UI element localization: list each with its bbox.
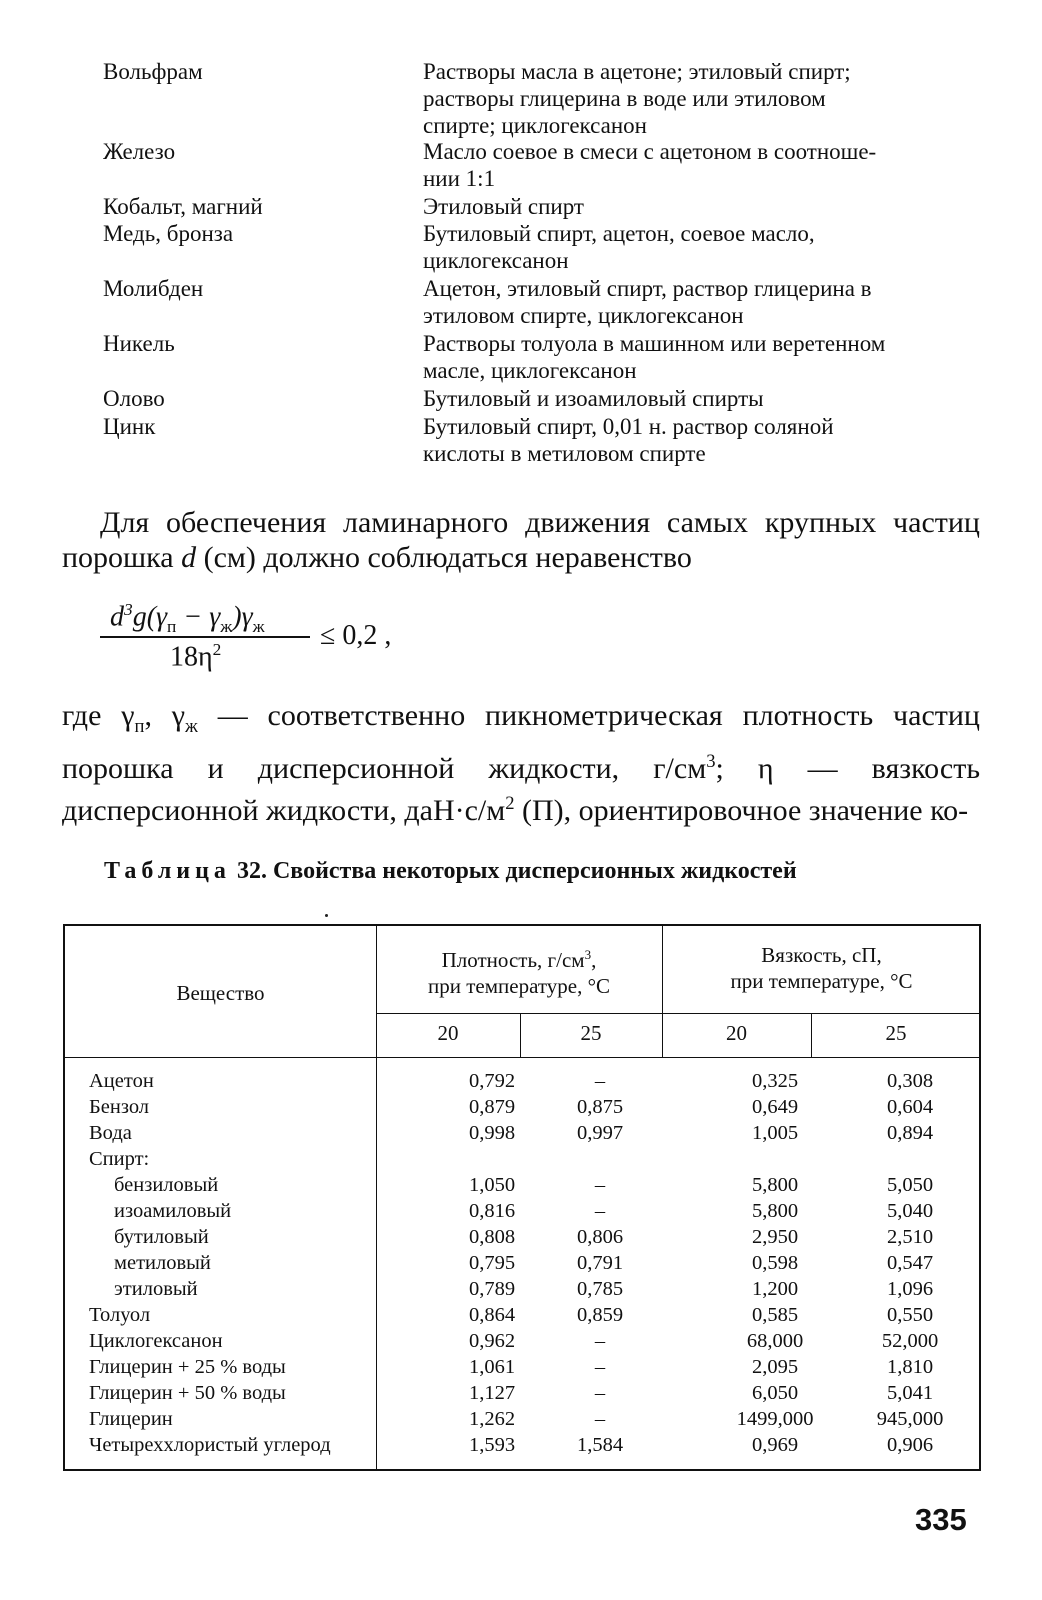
- properties-table: [63, 924, 981, 1471]
- metal-name: Железо: [103, 139, 176, 164]
- metal-name: Олово: [103, 386, 165, 411]
- viscosity-20-value: 0,325: [751, 1070, 799, 1092]
- density-20-value: 1,262: [468, 1408, 516, 1430]
- density-25-value: 0,859: [576, 1304, 624, 1326]
- metal-name: Никель: [103, 331, 175, 356]
- viscosity-20-value: 1,005: [751, 1122, 799, 1144]
- solvent-line: Растворы масла в ацетоне; этиловый спирт;: [423, 59, 851, 84]
- substance-name: Бензол: [89, 1096, 150, 1118]
- table-divider-hidden: [662, 1058, 663, 1471]
- viscosity-20-value: 5,800: [751, 1174, 799, 1196]
- header-substance: Вещество: [176, 981, 265, 1005]
- metal-name: Цинк: [103, 414, 156, 439]
- viscosity-20-value: 1,200: [751, 1278, 799, 1300]
- viscosity-25-value: 2,510: [886, 1226, 934, 1248]
- density-25-value: 0,785: [576, 1278, 624, 1300]
- solvent-line: спирте; циклогексанон: [423, 113, 647, 138]
- paragraph-definitions: где $\gamma_п$, $\gamma_ж$ — соответственно пикнометрическая плотность частиц порошка и дисперсионной жидкости, $г/см^3$; η — вязкость дисперсионной жидкости, $даН\cdot с/м^2$ (П), ориентировочное значение ко-: [62, 699, 981, 827]
- viscosity-20-value: 5,800: [751, 1200, 799, 1222]
- density-25-value: 0,806: [576, 1226, 624, 1248]
- table-caption: [104, 858, 797, 885]
- density-25-value: 1,584: [576, 1434, 624, 1456]
- viscosity-25-value: 1,096: [886, 1278, 934, 1300]
- header-density-25: 25: [580, 1021, 602, 1045]
- density-20-value: 0,808: [468, 1226, 516, 1248]
- density-20-value: 0,816: [468, 1200, 516, 1222]
- viscosity-25-value: 0,906: [886, 1434, 934, 1456]
- substance-name: Циклогексанон: [89, 1330, 223, 1352]
- caption-label: Таблица: [104, 858, 231, 884]
- solvent-line: Ацетон, этиловый спирт, раствор глицерина в: [423, 276, 872, 301]
- solvent-line: Этиловый спирт: [423, 194, 584, 219]
- density-20-value: 1,061: [468, 1356, 516, 1378]
- header-viscosity: Вязкость, сП, при температуре, °С: [730, 943, 913, 993]
- formula-denominator: $18\eta^2$: [170, 640, 222, 673]
- viscosity-20-value: 0,649: [751, 1096, 799, 1118]
- solvent-line: растворы глицерина в воде или этиловом: [423, 86, 826, 111]
- density-25-value: –: [594, 1356, 606, 1378]
- viscosity-25-value: 1,810: [886, 1356, 934, 1378]
- density-25-value: –: [594, 1174, 606, 1196]
- substance-name: Толуол: [89, 1304, 151, 1326]
- viscosity-25-value: 5,040: [886, 1200, 934, 1222]
- caption-text: 32. Свойства некоторых дисперсионных жидкостей: [230, 858, 797, 884]
- viscosity-20-value: 2,095: [751, 1356, 799, 1378]
- table-divider: [376, 926, 377, 1471]
- density-25-value: 0,875: [576, 1096, 624, 1118]
- solvent-line: Масло соевое в смеси с ацетоном в соотноше-: [423, 139, 877, 164]
- density-25-value: –: [594, 1408, 606, 1430]
- density-20-value: 1,127: [468, 1382, 516, 1404]
- substance-name: изоамиловый: [114, 1200, 232, 1222]
- density-20-value: 0,864: [468, 1304, 516, 1326]
- formula-relation: ≤ 0,2 ,: [320, 620, 392, 651]
- solvent-line: этиловом спирте, циклогексанон: [423, 303, 744, 328]
- viscosity-20-value: 68,000: [746, 1330, 804, 1352]
- header-viscosity-20: 20: [726, 1021, 747, 1045]
- viscosity-25-value: 0,894: [886, 1122, 934, 1144]
- variable-d: d: [181, 541, 197, 574]
- paragraph-laminar-condition: [62, 505, 980, 575]
- solvent-line: масле, циклогексанон: [423, 358, 637, 383]
- density-20-value: 1,050: [468, 1174, 516, 1196]
- page-number: 335: [915, 1502, 967, 1537]
- substance-name: метиловый: [114, 1252, 211, 1274]
- viscosity-25-value: 5,041: [886, 1382, 934, 1404]
- viscosity-20-value: 6,050: [751, 1382, 799, 1404]
- table-header-rule: [65, 1057, 981, 1058]
- solvent-line: Бутиловый и изоамиловый спирты: [423, 386, 764, 411]
- substance-name: Четыреххлористый углерод: [89, 1434, 331, 1456]
- substance-name: Глицерин + 50 % воды: [89, 1382, 286, 1404]
- viscosity-25-value: 0,550: [886, 1304, 934, 1326]
- substance-name: этиловый: [114, 1278, 198, 1300]
- viscosity-25-value: 5,050: [886, 1174, 934, 1196]
- solvent-line: циклогексанон: [423, 248, 569, 273]
- density-25-value: –: [594, 1200, 606, 1222]
- solvent-line: Бутиловый спирт, ацетон, соевое масло,: [423, 221, 815, 246]
- viscosity-25-value: 945,000: [876, 1408, 944, 1430]
- density-20-value: 1,593: [468, 1434, 516, 1456]
- viscosity-20-value: 0,585: [751, 1304, 799, 1326]
- metal-name: Кобальт, магний: [103, 194, 263, 219]
- density-25-value: –: [594, 1382, 606, 1404]
- viscosity-20-value: 0,598: [751, 1252, 799, 1274]
- density-25-value: –: [594, 1070, 606, 1092]
- density-20-value: 0,879: [468, 1096, 516, 1118]
- substance-name: бутиловый: [114, 1226, 209, 1248]
- header-density: Плотность, $г/см^3$, при температуре, °С: [428, 947, 610, 998]
- substance-name: Спирт:: [89, 1148, 150, 1170]
- density-20-value: 0,789: [468, 1278, 516, 1300]
- metal-name: Молибден: [103, 276, 204, 301]
- viscosity-25-value: 52,000: [881, 1330, 939, 1352]
- paragraph-text: Для обеспечения ламинарного движения самых крупных частиц порошка: [62, 506, 980, 574]
- density-20-value: 0,795: [468, 1252, 516, 1274]
- density-25-value: 0,997: [576, 1122, 624, 1144]
- viscosity-20-value: 1499,000: [736, 1408, 814, 1430]
- header-density-20: 20: [437, 1021, 459, 1045]
- solvent-line: Бутиловый спирт, 0,01 н. раствор соляной: [423, 414, 834, 439]
- header-viscosity-25: 25: [885, 1021, 907, 1045]
- print-speck: [325, 914, 328, 917]
- metal-name: Вольфрам: [103, 59, 203, 84]
- density-20-value: 0,792: [468, 1070, 516, 1092]
- metal-name: Медь, бронза: [103, 221, 234, 246]
- substance-name: Глицерин + 25 % воды: [89, 1356, 286, 1378]
- fraction-bar: [100, 636, 310, 638]
- viscosity-25-value: 0,308: [886, 1070, 934, 1092]
- formula-numerator: $d^3g(\gamma_п - \gamma_ж)\gamma_ж$: [110, 600, 265, 636]
- solvent-line: кислоты в метиловом спирте: [423, 441, 706, 466]
- viscosity-25-value: 0,547: [886, 1252, 934, 1274]
- substance-name: бензиловый: [114, 1174, 219, 1196]
- solvent-line: Растворы толуола в машинном или веретенном: [423, 331, 886, 356]
- density-20-value: 0,962: [468, 1330, 516, 1352]
- viscosity-20-value: 2,950: [751, 1226, 799, 1248]
- density-20-value: 0,998: [468, 1122, 516, 1144]
- density-25-value: 0,791: [576, 1252, 624, 1274]
- viscosity-20-value: 0,969: [751, 1434, 799, 1456]
- density-25-value: –: [594, 1330, 606, 1352]
- solvent-line: нии 1:1: [423, 166, 496, 191]
- substance-name: Глицерин: [89, 1408, 173, 1430]
- substance-name: Ацетон: [89, 1070, 154, 1092]
- paragraph-text: (см) должно соблюдаться неравенство: [196, 541, 692, 574]
- substance-name: Вода: [89, 1122, 132, 1144]
- viscosity-25-value: 0,604: [886, 1096, 934, 1118]
- table-divider: [376, 1013, 981, 1014]
